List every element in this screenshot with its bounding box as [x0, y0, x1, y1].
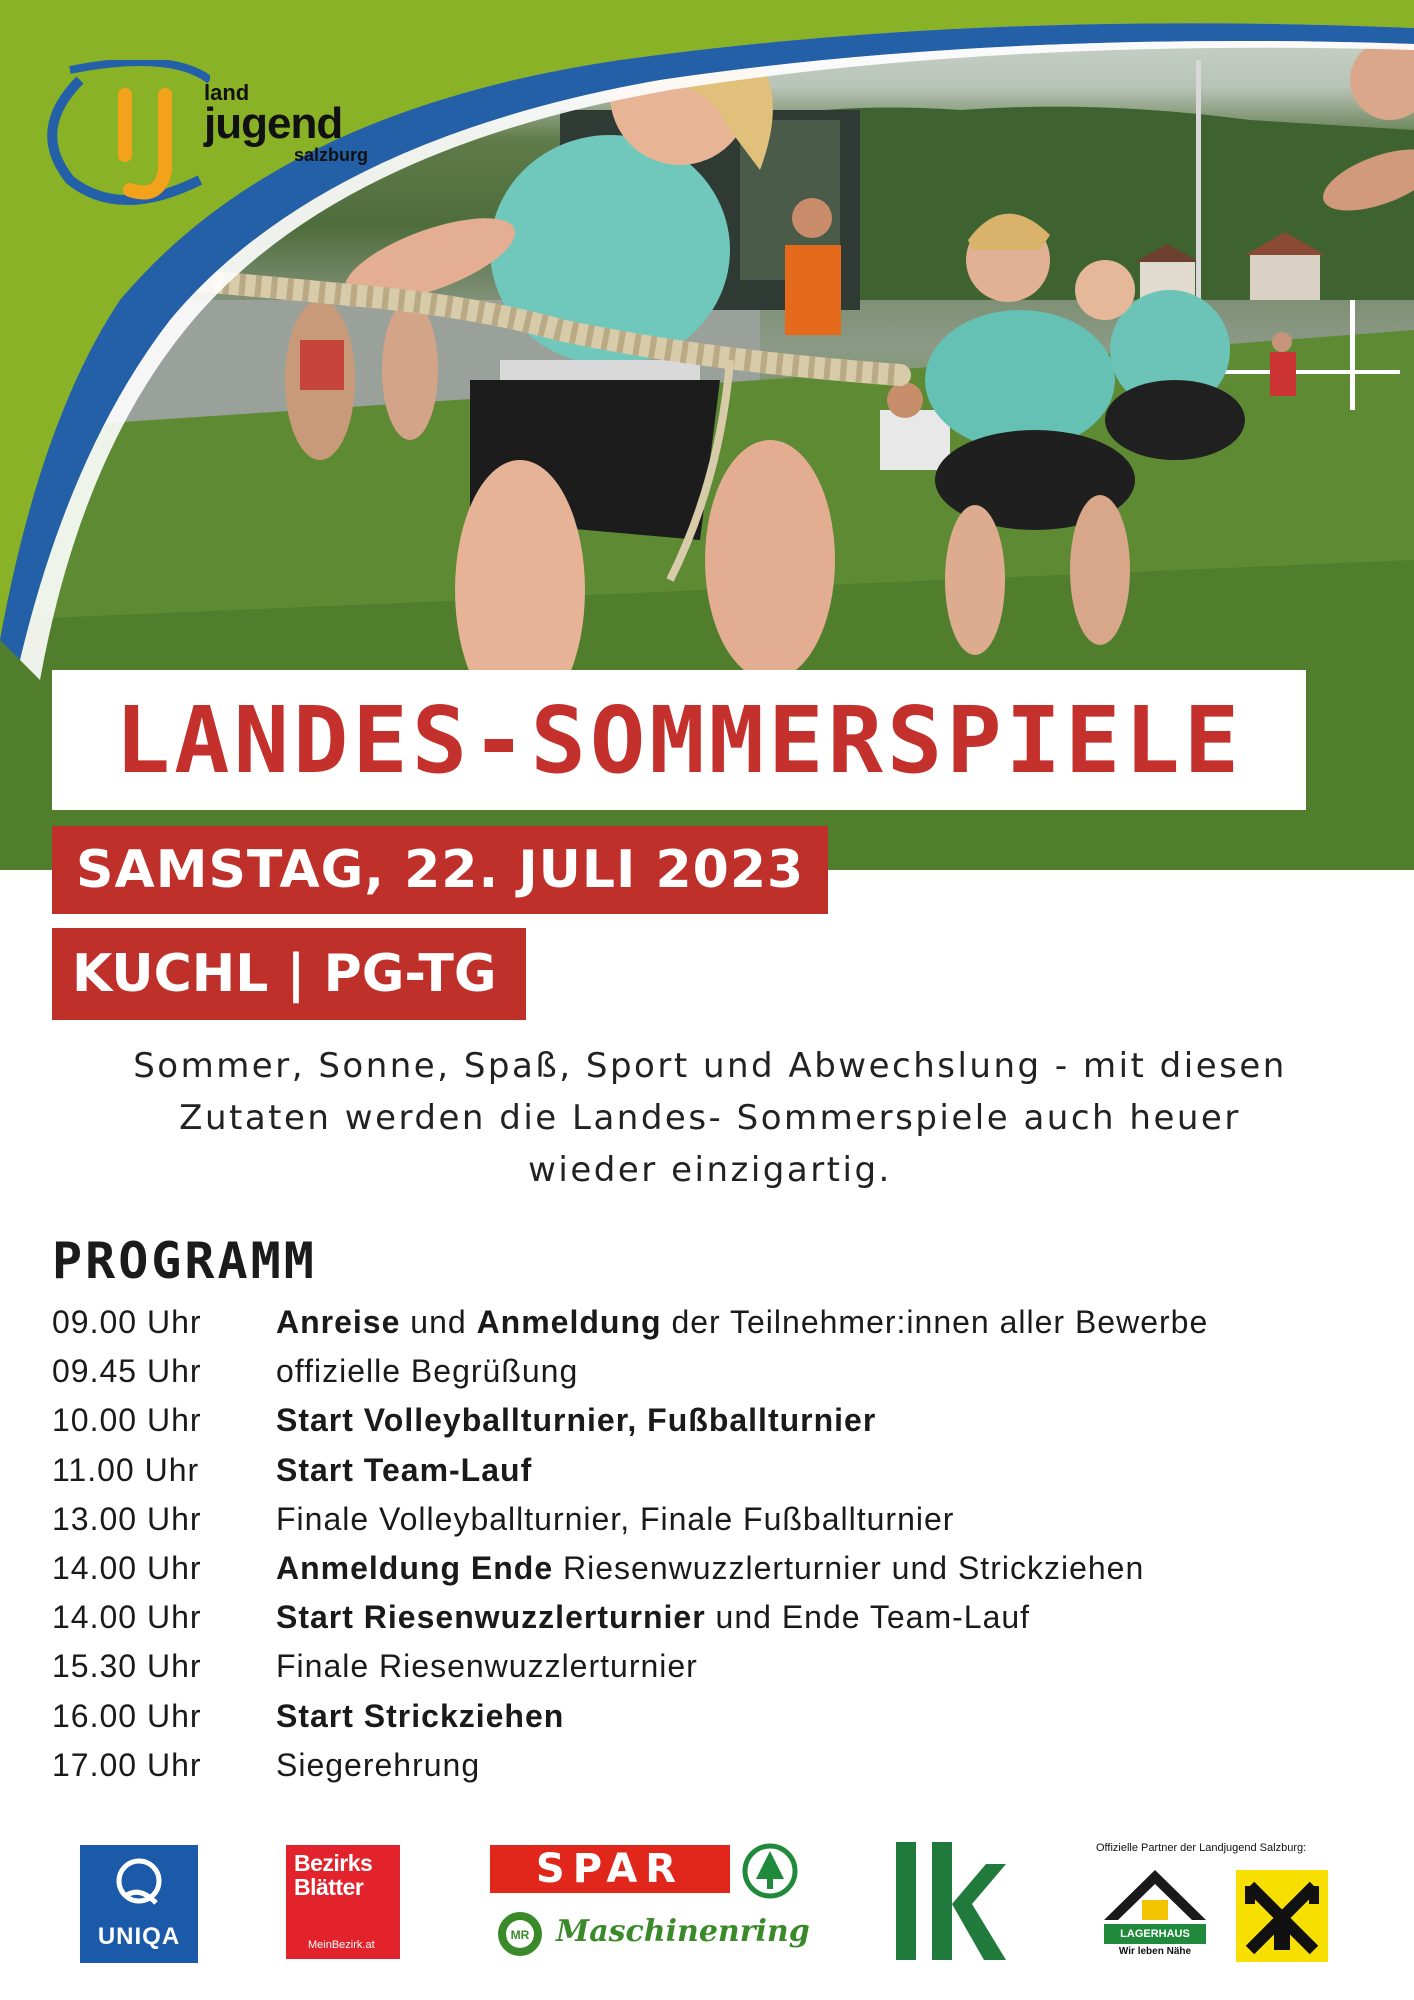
- uniqa-emblem-icon: [80, 1845, 198, 1915]
- program-row: [52, 1495, 1372, 1544]
- program-description: [276, 1648, 698, 1685]
- program-highlight: Start Team-Lauf: [276, 1451, 533, 1488]
- lagerhaus-label: LAGERHAUS: [1104, 1924, 1206, 1944]
- program-text: Riesenwuzzlerturnier und Strickziehen: [553, 1550, 1145, 1587]
- program-time: 14.00 Uhr: [52, 1599, 202, 1636]
- program-highlight: Start Strickziehen: [276, 1697, 565, 1734]
- event-place-box: [52, 928, 526, 1020]
- bezirksblaetter-logo: [286, 1845, 400, 1959]
- logo-land: land: [204, 80, 250, 105]
- program-description: [276, 1747, 480, 1784]
- program-description: [276, 1599, 1030, 1636]
- maschinenring-logo: [494, 1908, 814, 1958]
- program-text: Finale Riesenwuzzlerturnier: [276, 1648, 698, 1685]
- program-description: [276, 1550, 1144, 1587]
- program-description: [276, 1452, 532, 1489]
- program-text: offizielle Begrüßung: [276, 1353, 579, 1390]
- spar-label: SPAR: [535, 1846, 685, 1892]
- landjugend-logo: [40, 60, 370, 210]
- lk-logo: [892, 1842, 1006, 1962]
- event-title-box: [52, 670, 1306, 810]
- event-place: KUCHL | PG-TG: [72, 944, 497, 1004]
- program-time: 09.00 Uhr: [52, 1304, 202, 1341]
- maschinenring-label: Maschinenring: [556, 1914, 810, 1949]
- program-description: [276, 1353, 578, 1390]
- event-title: LANDES-SOMMERSPIELE: [114, 686, 1244, 794]
- program-time: 09.45 Uhr: [52, 1353, 202, 1390]
- program-heading: PROGRAMM: [52, 1232, 317, 1290]
- spar-tree-icon: [742, 1843, 798, 1899]
- program-description: [276, 1698, 564, 1735]
- program-text: Siegerehrung: [276, 1746, 481, 1783]
- program-time: 10.00 Uhr: [52, 1402, 202, 1439]
- program-time: 17.00 Uhr: [52, 1746, 202, 1783]
- intro-line: wieder einzigartig.: [528, 1150, 892, 1190]
- program-text: der Teilnehmer:innen aller Bewerbe: [661, 1304, 1209, 1341]
- program-text: und Ende Team-Lauf: [705, 1599, 1031, 1636]
- program-description: [276, 1304, 1208, 1341]
- program-description: [276, 1501, 954, 1538]
- program-row: [52, 1692, 1372, 1741]
- program-highlight: Anmeldung: [476, 1304, 662, 1341]
- program-time: 13.00 Uhr: [52, 1500, 202, 1537]
- bezirksblaetter-url: MeinBezirk.at: [308, 1939, 375, 1951]
- program-text: Finale Volleyballturnier, Finale Fußballturnier: [276, 1500, 955, 1537]
- program-text: und: [400, 1304, 477, 1341]
- program-row: [52, 1544, 1372, 1593]
- partners-label: Offizielle Partner der Landjugend Salzburg:: [1096, 1842, 1307, 1854]
- intro-line: Sommer, Sonne, Spaß, Sport und Abwechslung - mit diesen: [133, 1046, 1287, 1086]
- spar-logo: [490, 1845, 730, 1893]
- program-description: [276, 1402, 876, 1439]
- maschinenring-badge: MR: [510, 1928, 530, 1942]
- uniqa-logo: [80, 1845, 198, 1963]
- program-highlight: Start Volleyballturnier, Fußballturnier: [276, 1402, 877, 1439]
- bezirksblaetter-line2: Blätter: [294, 1874, 364, 1900]
- lagerhaus-slogan: Wir leben Nähe: [1118, 1946, 1192, 1957]
- uniqa-label: UNIQA: [97, 1923, 181, 1950]
- program-time: 16.00 Uhr: [52, 1697, 202, 1734]
- program-time: 15.30 Uhr: [52, 1648, 202, 1685]
- intro-text: [120, 1040, 1300, 1196]
- program-list: [52, 1298, 1372, 1790]
- bezirksblaetter-line1: Bezirks: [294, 1850, 373, 1876]
- program-row: [52, 1593, 1372, 1642]
- logo-jugend: jugend: [204, 99, 343, 148]
- logo-salzburg: salzburg: [294, 145, 369, 165]
- program-row: [52, 1396, 1372, 1445]
- intro-line: Zutaten werden die Landes- Sommerspiele auch heuer: [179, 1098, 1241, 1138]
- program-row: [52, 1347, 1372, 1396]
- program-highlight: Anreise: [276, 1304, 401, 1341]
- maschinenring-gear-icon: [494, 1908, 546, 1960]
- program-time: 11.00 Uhr: [52, 1451, 200, 1488]
- program-row: [52, 1446, 1372, 1495]
- program-highlight: Start Riesenwuzzlerturnier: [276, 1599, 706, 1636]
- raiffeisen-logo-icon: [1236, 1870, 1328, 1962]
- landjugend-swirl-icon: [40, 60, 210, 210]
- lagerhaus-logo: [1096, 1866, 1214, 1966]
- program-highlight: Anmeldung Ende: [276, 1550, 554, 1587]
- event-date-box: [52, 826, 828, 914]
- event-date: SAMSTAG, 22. JULI 2023: [76, 840, 805, 900]
- program-time: 14.00 Uhr: [52, 1550, 202, 1587]
- lagerhaus-house-icon: [1096, 1866, 1214, 1926]
- program-row: [52, 1298, 1372, 1347]
- program-row: [52, 1642, 1372, 1691]
- program-row: [52, 1741, 1372, 1790]
